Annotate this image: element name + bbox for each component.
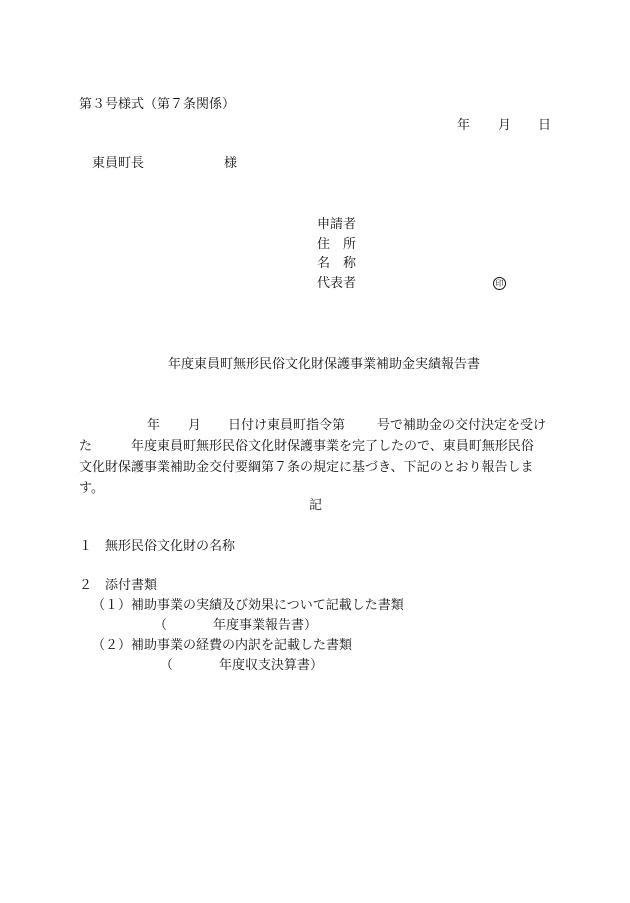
date-year: 年: [457, 118, 471, 133]
sub-item-2-report: 年度収支決算書）: [219, 658, 324, 673]
seal-mark: [493, 277, 506, 290]
sub-item-1-open: （: [154, 618, 168, 633]
body-month: 月: [188, 418, 202, 433]
addressee-honorific: 様: [224, 156, 238, 171]
ki-label: 記: [309, 498, 323, 513]
body-line3: 文化財保護事業補助金交付要綱第７条の規定に基づき、下記のとおり報告しま: [79, 460, 534, 475]
body-date-ref: 日付け東員町指令第: [228, 418, 346, 433]
applicant-label: 申請者: [317, 217, 357, 232]
address-label: 住 所: [317, 237, 357, 252]
sub-item-2: （２）補助事業の経費の内訳を記載した書類: [92, 638, 353, 653]
date-month: 月: [498, 118, 512, 133]
name-label: 名 称: [317, 256, 357, 271]
sub-item-1: （１）補助事業の実績及び効果について記載した書類: [92, 598, 404, 613]
addressee-name: 東員町長: [92, 156, 145, 171]
date-day: 日: [538, 118, 552, 133]
sub-item-2-open: （: [160, 658, 174, 673]
body-line1-end: 号で補助金の交付決定を受け: [377, 418, 547, 433]
body-line2-start: た: [79, 439, 93, 454]
item-2: ２ 添付書類: [79, 578, 158, 593]
body-line4: す。: [79, 481, 104, 496]
document-title: 年度東員町無形民俗文化財保護事業補助金実績報告書: [168, 357, 481, 372]
body-year: 年: [147, 418, 161, 433]
representative-label: 代表者: [317, 276, 357, 291]
seal-icon: 印: [493, 277, 506, 290]
body-line2-end: 年度東員町無形民俗文化財保護事業を完了したので、東員町無形民俗: [131, 439, 534, 454]
form-number: 第３号様式（第７条関係）: [79, 97, 236, 112]
sub-item-1-report: 年度事業報告書）: [213, 618, 318, 633]
item-1: １ 無形民俗文化財の名称: [79, 539, 236, 554]
